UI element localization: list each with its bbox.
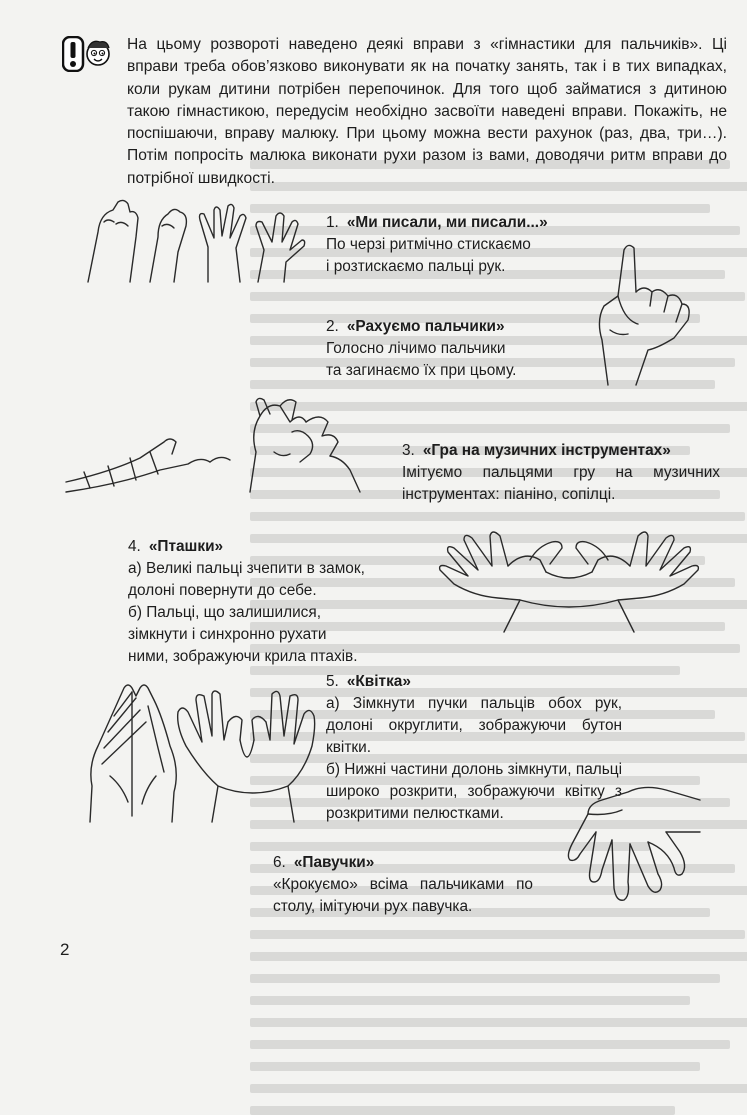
- exercise-number: 6.: [273, 854, 286, 871]
- exercise-text: Імітуємо пальцями гру на музичних інструментах: піаніно, сопілці.: [402, 464, 720, 503]
- illustration-spider-hand: [548, 770, 708, 910]
- exercise-4: [128, 536, 368, 668]
- illustration-flower-hands: [62, 676, 318, 826]
- exercise-title: «Пташки»: [148, 538, 224, 555]
- exercise-text: «Крокуємо» всіма пальчиками по столу, імітуючи рух павучка.: [273, 876, 533, 915]
- exercise-2: [326, 316, 586, 382]
- exercise-text: б) Нижні частини долонь зімкнути, пальці широко розкрити, зображуючи квітку з розкритими пелюстками.: [326, 761, 622, 822]
- illustration-bird-hands: [434, 514, 704, 634]
- exercise-number: 5.: [326, 673, 339, 690]
- exercise-text: Голосно лічимо пальчики: [326, 340, 506, 357]
- exercise-title: «Павучки»: [293, 854, 375, 871]
- page-number: 2: [60, 940, 70, 959]
- exercise-title: «Квітка»: [346, 673, 411, 690]
- illustration-fist-open-hands: [58, 192, 308, 292]
- exercise-number: 2.: [326, 318, 339, 335]
- exercise-number: 3.: [402, 442, 415, 459]
- illustration-instrument-playing-hands: [60, 392, 390, 502]
- exercise-title: «Рахуємо пальчики»: [346, 318, 505, 335]
- exercise-text: і розтискаємо пальці рук.: [326, 258, 506, 275]
- exercise-text: а) Зімкнути пучки пальців обох рук, долоні округлити, зображуючи бутон квітки.: [326, 695, 622, 756]
- intro-paragraph: На цьому розвороті наведено деякі вправи з «гімнастики для пальчиків». Ці вправи треба обов’язково виконувати як на початку занять, так і в тих випадках, коли рукам дитини потрібен перепочинок. Для того щоб займатися з дитиною такою гімнастикою, передусім необхідно засвоїти наведені вправи. Покажіть, не поспішаючи, вправу малюку. При цьому можна вести рахунок (раз, два, три…). Потім попросіть малюка виконати рухи разом із вами, доводячи ритм вправи до потрібної швидкості.: [127, 36, 727, 187]
- exercise-text: та загинаємо їх при цьому.: [326, 362, 517, 379]
- exercise-number: 1.: [326, 214, 339, 231]
- exercise-title: «Гра на музичних інструментах»: [422, 442, 671, 459]
- exercise-1: [326, 212, 616, 278]
- illustration-counting-hand: [588, 240, 698, 390]
- exercise-6: [273, 852, 533, 918]
- exercise-3: [402, 440, 720, 506]
- exercise-text: По черзі ритмічно стискаємо: [326, 236, 531, 253]
- exercise-text: а) Великі пальці зчепити в замок, долоні повернути до себе.: [128, 560, 365, 599]
- exclamation-child-face-icon: [62, 36, 112, 72]
- exercise-number: 4.: [128, 538, 141, 555]
- exercise-text: б) Пальці, що залишилися, зімкнути і синхронно рухати ними, зображуючи крила птахів.: [128, 604, 358, 665]
- exercise-title: «Ми писали, ми писали...»: [346, 214, 548, 231]
